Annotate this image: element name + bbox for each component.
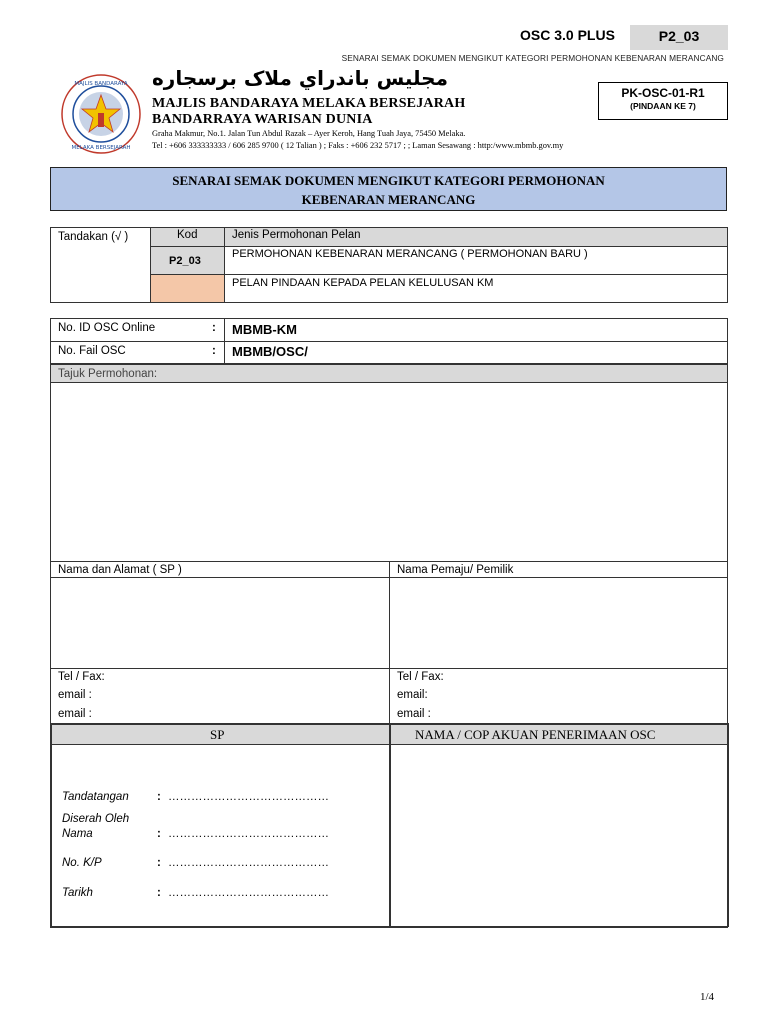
tarikh-colon: : [157,887,161,899]
form-code-badge: P2_03 [630,25,728,50]
nama-label: Nama [62,828,93,840]
row1-code: P2_03 [169,255,201,267]
tandakan-checkbox-area[interactable] [52,248,148,300]
pemaju-name-label: Nama Pemaju/ Pemilik [397,564,514,576]
org-contact: Tel : +606 333333333 / 606 285 9700 ( 12 Talian ) ; Faks : +606 232 5717 ; ; Laman Sesawang : http:/www.mbmb.gov.my [152,141,564,150]
pemaju-address-area[interactable] [391,579,726,667]
org-name-line1: MAJLIS BANDARAYA MELAKA BERSEJARAH [152,96,466,111]
tandakan-label: Tandakan (√ ) [58,231,129,243]
pemaju-email-label-1: email: [397,689,428,701]
pemaju-tel-label: Tel / Fax: [397,671,444,683]
osc-online-value[interactable]: MBMB-KM [232,322,297,337]
tarikh-field[interactable]: …………………………………… [168,887,329,899]
org-name-line2: BANDARRAYA WARISAN DUNIA [152,112,373,127]
jenis-label: Jenis Permohonan Pelan [232,229,361,241]
org-address: Graha Makmur, No.1. Jalan Tun Abdul Razak – Ayer Keroh, Hang Tuah Jaya, 75450 Melaka. [152,129,466,138]
svg-text:MAJLIS BANDARAYA: MAJLIS BANDARAYA [74,81,128,87]
pk-code: PK-OSC-01-R1 [621,86,705,100]
sp-heading: SP [210,727,225,742]
row2-code-cell[interactable] [150,274,224,302]
tajuk-label: Tajuk Permohonan: [58,368,158,380]
row2-desc: PELAN PINDAAN KEPADA PELAN KELULUSAN KM [232,277,494,289]
tarikh-label: Tarikh [62,887,93,899]
header-subtitle: SENARAI SEMAK DOKUMEN MENGIKUT KATEGORI PERMOHONAN KEBENARAN MERANCANG [341,53,724,63]
fail-osc-colon: : [212,345,216,357]
diserah-label: Diserah Oleh [62,813,130,825]
fail-osc-value[interactable]: MBMB/OSC/ [232,344,308,359]
page-number: 1/4 [700,991,715,1003]
fail-osc-label: No. Fail OSC [58,345,126,357]
sp-tel-label: Tel / Fax: [58,671,105,683]
sp-email-label-1: email : [58,689,92,701]
osc-stamp-area[interactable] [392,746,726,925]
row1-desc: PERMOHONAN KEBENARAN MERANCANG ( PERMOHONAN BARU ) [232,248,588,260]
osc-online-colon: : [212,322,216,334]
osc-plus-label: OSC 3.0 PLUS [520,27,615,43]
nokp-label: No. K/P [62,857,102,869]
pk-code-box [598,82,728,120]
mbmb-seal-logo [60,73,142,155]
tandatangan-label: Tandatangan [62,791,129,803]
form-title-line2: KEBENARAN MERANCANG [301,192,476,207]
pemaju-email-label-2: email : [397,708,431,720]
sp-email-label-2: email : [58,708,92,720]
nokp-field[interactable]: …………………………………… [168,857,329,869]
sp-address-area[interactable] [52,579,387,667]
sp-name-label: Nama dan Alamat ( SP ) [58,564,182,576]
form-title-line1: SENARAI SEMAK DOKUMEN MENGIKUT KATEGORI PERMOHONAN [172,173,605,188]
osc-heading: NAMA / COP AKUAN PENERIMAAN OSC [415,727,656,742]
kod-label: Kod [177,229,198,241]
pk-revision: (PINDAAN KE 7) [630,101,696,111]
tajuk-input-area[interactable] [52,384,726,560]
svg-text:MELAKA BERSEJARAH: MELAKA BERSEJARAH [71,145,131,151]
org-name-jawi: مجليس باندراي ملاک برسجاره [152,66,448,90]
tandatangan-field[interactable]: …………………………………… [168,791,329,803]
nama-colon: : [157,828,161,840]
osc-online-label: No. ID OSC Online [58,322,156,334]
nokp-colon: : [157,857,161,869]
nama-field[interactable]: …………………………………… [168,828,329,840]
tandatangan-colon: : [157,791,161,803]
form-title [50,167,727,211]
